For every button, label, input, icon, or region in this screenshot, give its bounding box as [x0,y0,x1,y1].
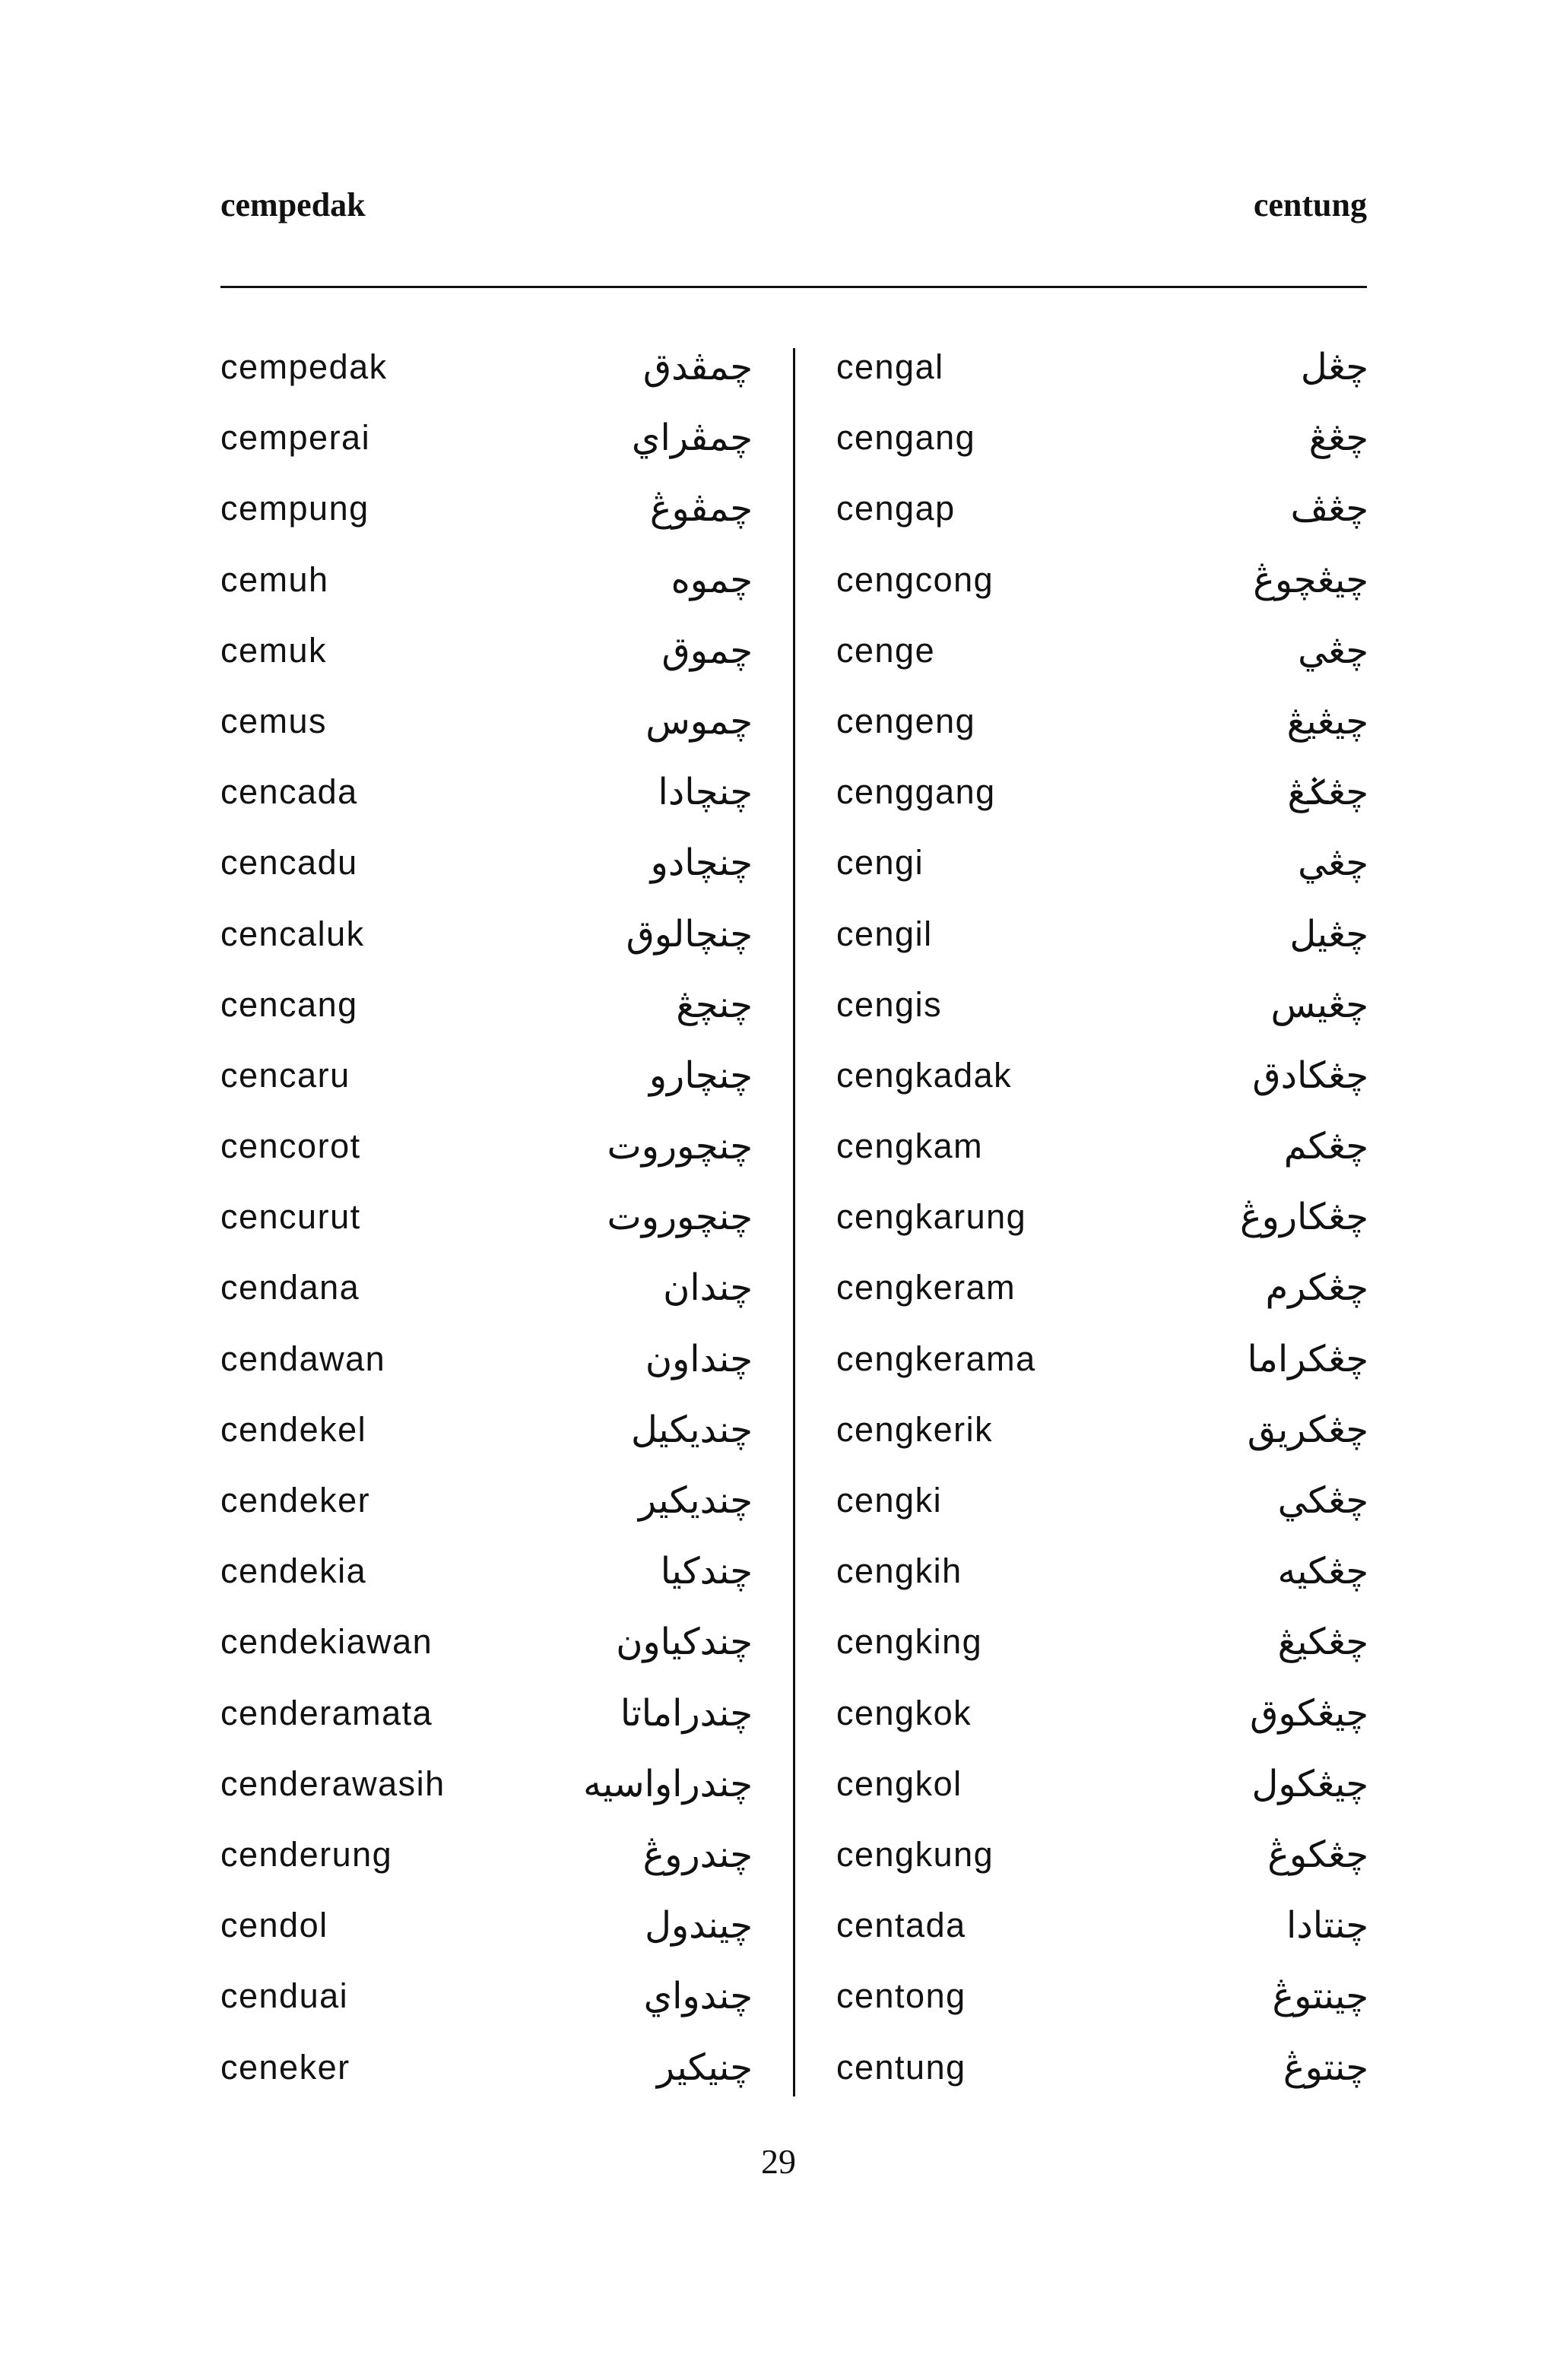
entry-jawi-word: چڠݢڠ [1287,771,1368,814]
column-divider [793,348,795,2096]
entry-jawi-word: چڠل [1300,346,1368,388]
entry-jawi-word: چندواي [643,1975,753,2018]
dictionary-entry [836,405,1368,476]
dictionary-entry [220,476,753,547]
entry-latin-word: cenduai [220,1976,349,2016]
entry-jawi-word: چڠکريق [1247,1408,1368,1451]
entry-latin-word: cengkih [836,1551,962,1591]
entry-jawi-word: چنچالوق [626,912,753,955]
entry-latin-word: cendeker [220,1481,371,1520]
dictionary-entry [220,1184,753,1255]
dictionary-entry [220,830,753,901]
entry-jawi-word: چڠکي [1277,1479,1368,1522]
entry-jawi-word: چموس [645,699,753,743]
dictionary-entry [220,1822,753,1893]
entry-latin-word: cenggang [836,772,996,812]
entry-latin-word: cengkam [836,1127,984,1166]
entry-jawi-word: چنديکيل [630,1408,753,1451]
dictionary-entry [836,830,1368,901]
dictionary-entry [220,2035,753,2106]
dictionary-entry [836,972,1368,1043]
entry-jawi-word: چڠکاروڠ [1240,1196,1368,1239]
entry-latin-word: cengkung [836,1834,994,1874]
entry-latin-word: cengis [836,984,943,1024]
dictionary-entry [836,476,1368,547]
entry-latin-word: cengil [836,914,933,953]
entry-latin-word: ceneker [220,2047,350,2087]
entry-latin-word: cengkarung [836,1197,1027,1237]
entry-jawi-word: چنچادو [650,841,753,885]
entry-jawi-word: چموه [671,558,753,601]
dictionary-entry [220,334,753,405]
entry-jawi-word: چنديکير [638,1479,753,1522]
dictionary-entry [836,1963,1368,2034]
entry-latin-word: cendana [220,1268,360,1307]
entry-jawi-word: چيڠچوڠ [1253,558,1368,601]
dictionary-entry [220,1751,753,1822]
dictionary-entry [220,1114,753,1184]
entry-jawi-word: چنچادا [658,771,753,814]
dictionary-entry [836,1043,1368,1114]
entry-latin-word: cencang [220,984,358,1024]
dictionary-entry [836,1255,1368,1326]
entry-jawi-word: چيڠکوق [1250,1691,1368,1735]
entry-jawi-word: چڠکيڠ [1277,1621,1368,1664]
entry-latin-word: cencaluk [220,914,365,953]
entry-jawi-word: چيڠکول [1251,1762,1368,1805]
dictionary-entry [220,1893,753,1963]
entry-latin-word: cengking [836,1622,983,1662]
dictionary-entry [220,972,753,1043]
entry-jawi-word: چمڤدق [642,346,753,388]
dictionary-entry [220,902,753,972]
entry-latin-word: cengi [836,843,924,883]
dictionary-entry [836,1609,1368,1680]
entry-latin-word: cenge [836,630,936,670]
entry-jawi-word: چڠي [1298,841,1368,885]
entry-jawi-word: چڠڠ [1308,417,1368,460]
entry-jawi-word: چندکياون [616,1621,753,1664]
entry-latin-word: cemus [220,701,328,740]
dictionary-entry [836,1397,1368,1468]
entry-latin-word: cenderamata [220,1693,433,1732]
entry-latin-word: cengkadak [836,1055,1013,1095]
entry-latin-word: cendawan [220,1339,386,1378]
entry-latin-word: cempung [220,489,369,528]
entry-latin-word: cengkerik [836,1409,994,1449]
dictionary-entry [836,759,1368,830]
entry-jawi-word: چنيکير [656,2046,753,2089]
entry-jawi-word: چيندول [645,1904,753,1947]
entry-latin-word: cencadu [220,843,358,883]
entry-jawi-word: چنتادا [1286,1904,1368,1947]
entry-jawi-word: چمڤوڠ [649,487,753,531]
entry-jawi-word: چڠي [1298,629,1368,672]
dictionary-entry [836,1681,1368,1751]
dictionary-entry [220,759,753,830]
entry-latin-word: cemuh [220,559,329,599]
entry-latin-word: cengal [836,347,944,386]
dictionary-entry [220,1963,753,2034]
entry-latin-word: cendekel [220,1409,367,1449]
entry-jawi-word: چنتوڠ [1283,2046,1368,2089]
entry-latin-word: cengap [836,489,956,528]
entry-jawi-word: چڠکراما [1247,1337,1368,1380]
entry-jawi-word: چينتوڠ [1272,1975,1368,2018]
header-rule [220,286,1367,288]
dictionary-entry [220,1397,753,1468]
dictionary-entry [836,1751,1368,1822]
entry-jawi-word: چنچڠ [676,983,753,1026]
entry-latin-word: cencurut [220,1197,361,1237]
dictionary-entry [836,1893,1368,1963]
entry-jawi-word: چڠيل [1289,912,1368,955]
dictionary-entry [836,1114,1368,1184]
entry-latin-word: cengkeram [836,1268,1016,1307]
entry-latin-word: cendekia [220,1551,367,1591]
entry-jawi-word: چنچوروت [607,1196,753,1239]
entry-latin-word: centung [836,2047,966,2087]
entry-latin-word: cengki [836,1481,943,1520]
right-column [836,334,1368,2106]
dictionary-entry [836,1822,1368,1893]
dictionary-entry [220,1609,753,1680]
entry-latin-word: cendol [220,1906,328,1945]
entry-jawi-word: چنچوروت [607,1125,753,1168]
page-number: 29 [761,2142,796,2181]
left-column [220,334,753,2106]
entry-latin-word: cencada [220,772,358,812]
dictionary-entry [836,1468,1368,1539]
dictionary-entry [836,1184,1368,1255]
entry-latin-word: cencaru [220,1055,350,1095]
entry-jawi-word: چمڤراي [631,417,753,460]
entry-jawi-word: چڠکوڠ [1267,1833,1368,1876]
entry-latin-word: cencorot [220,1127,361,1166]
entry-latin-word: cengang [836,418,976,458]
dictionary-entry [220,1468,753,1539]
entry-latin-word: centada [836,1906,966,1945]
dictionary-entry [836,2035,1368,2106]
entry-latin-word: centong [836,1976,966,2016]
entry-jawi-word: چيڠيڠ [1286,699,1368,743]
dictionary-entry [220,689,753,759]
dictionary-entry [220,1539,753,1609]
left-guide-word: cempedak [220,186,366,223]
entry-jawi-word: چڠکادق [1252,1054,1368,1097]
entry-latin-word: cemperai [220,418,371,458]
dictionary-entry [836,1539,1368,1609]
entry-jawi-word: چندکيا [660,1550,753,1593]
entry-jawi-word: چندروڠ [642,1833,753,1876]
entry-jawi-word: چڠڤ [1290,487,1368,531]
dictionary-entry [220,1255,753,1326]
dictionary-entry [220,1681,753,1751]
entry-jawi-word: چندان [663,1266,753,1310]
right-guide-word: centung [1253,186,1367,223]
entry-jawi-word: چڠکيه [1277,1550,1368,1593]
dictionary-entry [836,1326,1368,1397]
dictionary-entry [220,618,753,689]
dictionary-entry [836,689,1368,759]
dictionary-entry [836,547,1368,618]
entry-latin-word: cenderawasih [220,1764,446,1803]
dictionary-entry [836,618,1368,689]
dictionary-entry [836,334,1368,405]
entry-latin-word: cengkok [836,1693,972,1732]
entry-latin-word: cempedak [220,347,388,386]
entry-latin-word: cengeng [836,701,976,740]
entry-latin-word: cendekiawan [220,1622,433,1662]
entry-jawi-word: چندراماتا [620,1691,753,1735]
dictionary-entry [220,1326,753,1397]
dictionary-entry [836,902,1368,972]
entry-latin-word: cengkerama [836,1339,1036,1378]
entry-latin-word: cenderung [220,1834,393,1874]
entry-jawi-word: چڠکم [1283,1125,1368,1168]
dictionary-entry [220,1043,753,1114]
entry-jawi-word: چموق [661,629,753,672]
dictionary-entry [220,405,753,476]
entry-jawi-word: چندراواسيه [583,1762,753,1805]
entry-jawi-word: چنداون [645,1337,753,1380]
entry-jawi-word: چڠيس [1270,983,1368,1026]
dictionary-entry [220,547,753,618]
entry-jawi-word: چڠکرم [1265,1266,1368,1310]
entry-latin-word: cengcong [836,559,994,599]
entry-latin-word: cengkol [836,1764,962,1803]
entry-latin-word: cemuk [220,630,328,670]
entry-jawi-word: چنچارو [648,1054,753,1097]
